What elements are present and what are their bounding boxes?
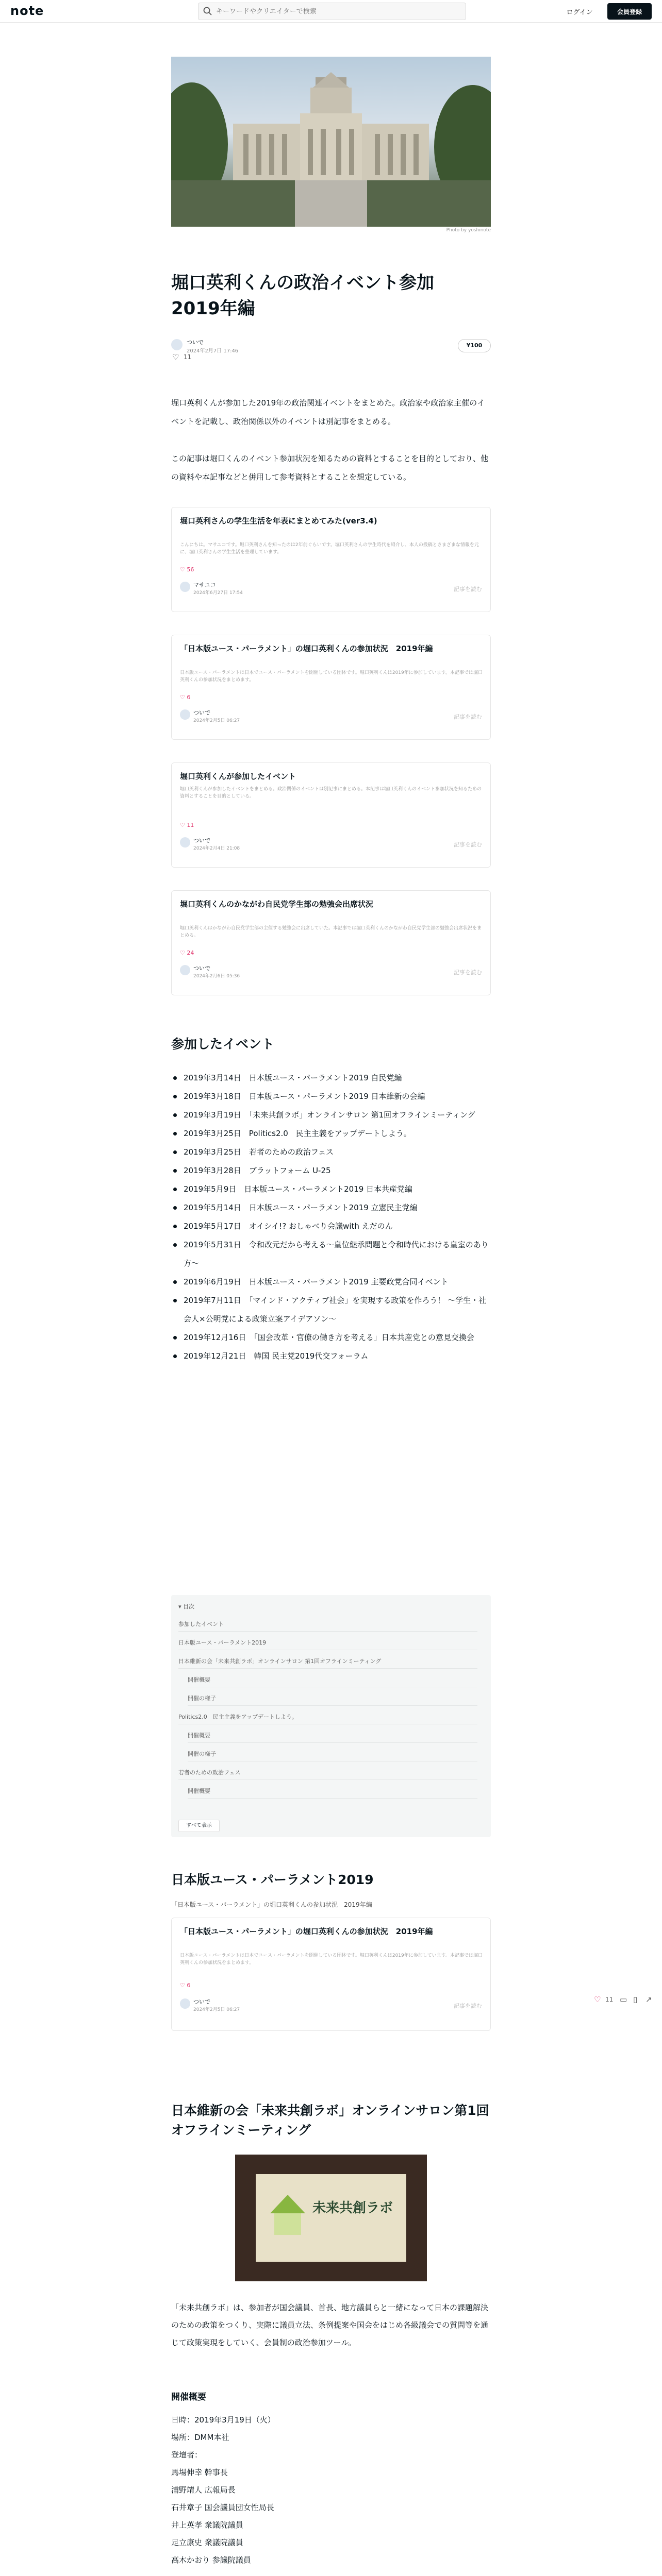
event-item: 2019年3月28日 ブラットフォーム U-25 bbox=[171, 1161, 491, 1180]
search-box[interactable] bbox=[198, 3, 466, 20]
card-author: ついで bbox=[193, 1998, 210, 2005]
heart-icon[interactable]: ♡ bbox=[172, 352, 179, 362]
overview-line: 場所：DMM本社 bbox=[171, 2433, 229, 2442]
overview-line: 日時：2019年3月19日（火） bbox=[171, 2415, 275, 2425]
overview-line: 足立康史 衆議院議員 bbox=[171, 2538, 243, 2547]
event-item: 2019年12月16日 「国会改革・官僚の働き方を考える」日本共産党との意見交換会 bbox=[171, 1328, 491, 1347]
card-read-more[interactable]: 記事を読む bbox=[454, 2003, 482, 2009]
card-date: 2024年2月5日 06:27 bbox=[193, 718, 240, 723]
intro-paragraph: 堀口英利くんが参加した2019年の政治関連イベントをまとめた。政治家や政治家主催のイベントを記載し、政治関係以外のイベントは別記事をまとめる。 bbox=[171, 398, 485, 426]
like-count: 11 bbox=[184, 353, 192, 361]
card-author-avatar bbox=[180, 837, 190, 848]
card-title: 「日本版ユース・パーラメント」の堀口英利くんの参加状況 2019年編 bbox=[180, 1927, 433, 1936]
card-date: 2024年2月5日 06:27 bbox=[193, 2007, 240, 2012]
embedded-article-card[interactable] bbox=[171, 1918, 491, 2031]
search-icon bbox=[203, 6, 213, 16]
card-date: 2024年2月6日 05:36 bbox=[193, 974, 240, 979]
card-title: 堀口英利さんの学生生活を年表にまとめてみた(ver3.4) bbox=[180, 516, 377, 526]
embedded-article-card[interactable] bbox=[171, 762, 491, 868]
card-author: ついで bbox=[193, 965, 210, 972]
toc-item[interactable]: 参加したイベント bbox=[178, 1620, 477, 1632]
event-item: 2019年12月21日 韓国 民主党2019代交フォーラム bbox=[171, 1347, 491, 1365]
overview-line: 馬場伸幸 幹事長 bbox=[171, 2468, 228, 2477]
author-name[interactable]: ついで bbox=[187, 339, 204, 346]
toc-show-all-button[interactable]: すべて表示 bbox=[178, 1820, 220, 1832]
photo-credit: Photo by yoshinote bbox=[446, 228, 491, 233]
card-like-count: ♡ 6 bbox=[180, 694, 191, 701]
card-excerpt: こんにちは。マサユコです。堀口英利さんを知ったのは2年前ぐらいです。堀口英利さんの学生時代を紹介し、本人の投稿とさまざまな情報を元に、堀口英利さんの学生生活を整理しています。 bbox=[180, 543, 479, 555]
login-button[interactable]: ログイン bbox=[559, 3, 600, 20]
card-author: マサユコ bbox=[193, 582, 216, 588]
card-excerpt: 日本版ユース・パーラメントは日本でユース・パーラメントを開催している団体です。堀口英利くんは2019年に参加しています。本記事では堀口英利くんの参加状況をまとめます。 bbox=[180, 1953, 483, 1965]
card-title: 堀口英利くんのかながわ自民党学生部の勉強会出席状況 bbox=[180, 900, 374, 909]
section-heading: 参加したイベント bbox=[171, 1037, 275, 1052]
card-title: 堀口英利くんが参加したイベント bbox=[180, 772, 296, 781]
event-item: 2019年5月17日 オイシイ!? おしゃべり会議with えだのん bbox=[171, 1217, 491, 1235]
site-header bbox=[0, 0, 662, 23]
heart-icon[interactable]: ♡ bbox=[594, 1995, 601, 2004]
card-read-more[interactable]: 記事を読む bbox=[454, 586, 482, 592]
event-item: 2019年5月9日 日本版ユース・パーラメント2019 日本共産党編 bbox=[171, 1180, 491, 1198]
overview-list bbox=[171, 2411, 491, 2569]
card-date: 2024年6月27日 17:54 bbox=[193, 590, 243, 596]
embedded-article-card[interactable] bbox=[171, 890, 491, 995]
event-item: 2019年3月14日 日本版ユース・パーラメント2019 自民党編 bbox=[171, 1069, 491, 1087]
event-item: 2019年6月19日 日本版ユース・パーラメント2019 主要政党合同イベント bbox=[171, 1273, 491, 1291]
overview-line: 井上英孝 衆議院議員 bbox=[171, 2520, 243, 2530]
card-like-count: ♡ 24 bbox=[180, 950, 194, 956]
event-item: 2019年5月31日 令和改元だから考える〜皇位継承問題と令和時代における皇室のあり方〜 bbox=[171, 1235, 491, 1273]
banner-screen bbox=[256, 2174, 406, 2262]
article-title: 堀口英利くんの政治イベント参加 2019年編 bbox=[171, 273, 452, 319]
section-heading: 日本維新の会「未来共創ラボ」オンラインサロン第1回オフラインミーティング bbox=[171, 2103, 489, 2138]
event-venue-photo bbox=[235, 2155, 427, 2281]
card-excerpt: 日本版ユース・パーラメントは日本でユース・パーラメントを開催している団体です。堀口英利くんは2019年に参加しています。本記事では堀口英利くんの参加状況をまとめます。 bbox=[180, 670, 483, 683]
event-item: 2019年3月19日 「未来共創ラボ」オンラインサロン 第1回オフラインミーティング bbox=[171, 1106, 491, 1124]
card-excerpt: 堀口英利くんが参加したイベントをまとめる。政治関係のイベントは別記事にまとめる。本記事は堀口英利くんのイベント参加状況を知るための資料とすることを目的としている。 bbox=[180, 787, 482, 799]
toc-heading[interactable]: ▾ 目次 bbox=[178, 1603, 195, 1610]
toc-item[interactable]: 若者のための政治フェス bbox=[178, 1768, 477, 1780]
section-heading: 日本版ユース・パーラメント2019 bbox=[171, 1872, 374, 1887]
event-item: 2019年7月11日 「マインド・アクティブ社会」を実現する政策を作ろう！ 〜学生・社会人×公明党による政策立案アイデアソン〜 bbox=[171, 1291, 491, 1328]
toc-item[interactable]: 開催の様子 bbox=[188, 1694, 477, 1706]
card-like-count: ♡ 56 bbox=[180, 566, 194, 573]
embedded-article-card[interactable] bbox=[171, 507, 491, 612]
toc-item[interactable]: 開催の様子 bbox=[188, 1750, 477, 1761]
search-input[interactable] bbox=[216, 5, 458, 18]
card-author: ついで bbox=[193, 709, 210, 716]
toc-item[interactable]: 開催概要 bbox=[188, 1675, 477, 1687]
overview-line: 登壇者： bbox=[171, 2450, 203, 2460]
table-of-contents bbox=[171, 1595, 491, 1837]
toc-item[interactable]: 開催概要 bbox=[188, 1787, 477, 1799]
publish-date: 2024年2月7日 17:46 bbox=[187, 348, 239, 354]
toc-item[interactable]: 日本維新の会「未来共創ラボ」オンラインサロン 第1回オフラインミーティング bbox=[178, 1657, 477, 1669]
floating-action-bar bbox=[594, 1994, 656, 2007]
banner-text: 未来共創ラボ bbox=[312, 2200, 393, 2216]
share-icon[interactable]: ↗ bbox=[646, 1995, 652, 2004]
author-avatar[interactable] bbox=[171, 339, 183, 350]
body-paragraph: 「未来共創ラボ」は、参加者が国会議員、首長、地方議員らと一緒になって日本の課題解決のための政策をつくり、実際に議員立法、条例提案や国会をはじめ各級議会での質問等を通じて政策実現をしていく、会員制の政治参加ツール。 bbox=[171, 2303, 489, 2347]
card-like-count: ♡ 11 bbox=[180, 822, 194, 828]
toc-item[interactable]: 日本版ユース・パーラメント2019 bbox=[178, 1638, 477, 1650]
card-author-avatar bbox=[180, 709, 190, 720]
card-read-more[interactable]: 記事を読む bbox=[454, 841, 482, 848]
toc-item[interactable]: Politics2.0 民主主義をアップデートしよう。 bbox=[178, 1713, 477, 1724]
event-item: 2019年3月25日 Politics2.0 民主主義をアップデートしよう。 bbox=[171, 1124, 491, 1143]
embedded-article-card[interactable] bbox=[171, 635, 491, 740]
overview-line: 高木かおり 参議院議員 bbox=[171, 2555, 251, 2565]
comment-icon[interactable]: ▭ bbox=[620, 1995, 627, 2004]
card-excerpt: 堀口英利くんはかながわ自民党学生部の主催する勉強会に出席していた。本記事では堀口英利くんのかながわ自民党学生部の勉強会出席状況をまとめる。 bbox=[180, 926, 482, 938]
like-count: 11 bbox=[605, 1996, 614, 2003]
card-read-more[interactable]: 記事を読む bbox=[454, 969, 482, 976]
overview-line: 石井章子 国会議員団女性局長 bbox=[171, 2503, 274, 2512]
card-author-avatar bbox=[180, 1998, 190, 2009]
event-item: 2019年3月18日 日本版ユース・パーラメント2019 日本維新の会編 bbox=[171, 1087, 491, 1106]
card-author-avatar bbox=[180, 582, 190, 592]
card-title: 「日本版ユース・パーラメント」の堀口英利くんの参加状況 2019年編 bbox=[180, 644, 433, 653]
card-date: 2024年2月4日 21:08 bbox=[193, 846, 240, 851]
intro-paragraph: この記事は堀口くんのイベント参加状況を知るための資料とすることを目的としており、他の資料や本記事などと併用して参考資料とすることを想定している。 bbox=[171, 454, 489, 482]
note-logo[interactable]: note bbox=[10, 4, 44, 18]
bookmark-icon[interactable]: ▯ bbox=[633, 1995, 638, 2004]
event-item: 2019年3月25日 若者のための政治フェス bbox=[171, 1143, 491, 1161]
card-author-avatar bbox=[180, 965, 190, 975]
house-logo-icon bbox=[268, 2193, 307, 2237]
signup-button[interactable]: 会員登録 bbox=[607, 3, 652, 20]
price-badge: ¥100 bbox=[458, 339, 491, 352]
section-subtext: 「日本版ユース・パーラメント」の堀口英利くんの参加状況 2019年編 bbox=[171, 1901, 372, 1908]
diet-building-illustration bbox=[171, 57, 491, 227]
overview-line: 浦野靖人 広報局長 bbox=[171, 2485, 236, 2495]
card-read-more[interactable]: 記事を読む bbox=[454, 714, 482, 720]
hero-image bbox=[171, 57, 491, 227]
card-like-count: ♡ 6 bbox=[180, 1982, 191, 1989]
subsection-heading: 開催概要 bbox=[171, 2392, 206, 2402]
card-author: ついで bbox=[193, 837, 210, 844]
toc-item[interactable]: 開催概要 bbox=[188, 1731, 477, 1743]
event-list bbox=[171, 1069, 491, 1365]
event-item: 2019年5月14日 日本版ユース・パーラメント2019 立憲民主党編 bbox=[171, 1198, 491, 1217]
